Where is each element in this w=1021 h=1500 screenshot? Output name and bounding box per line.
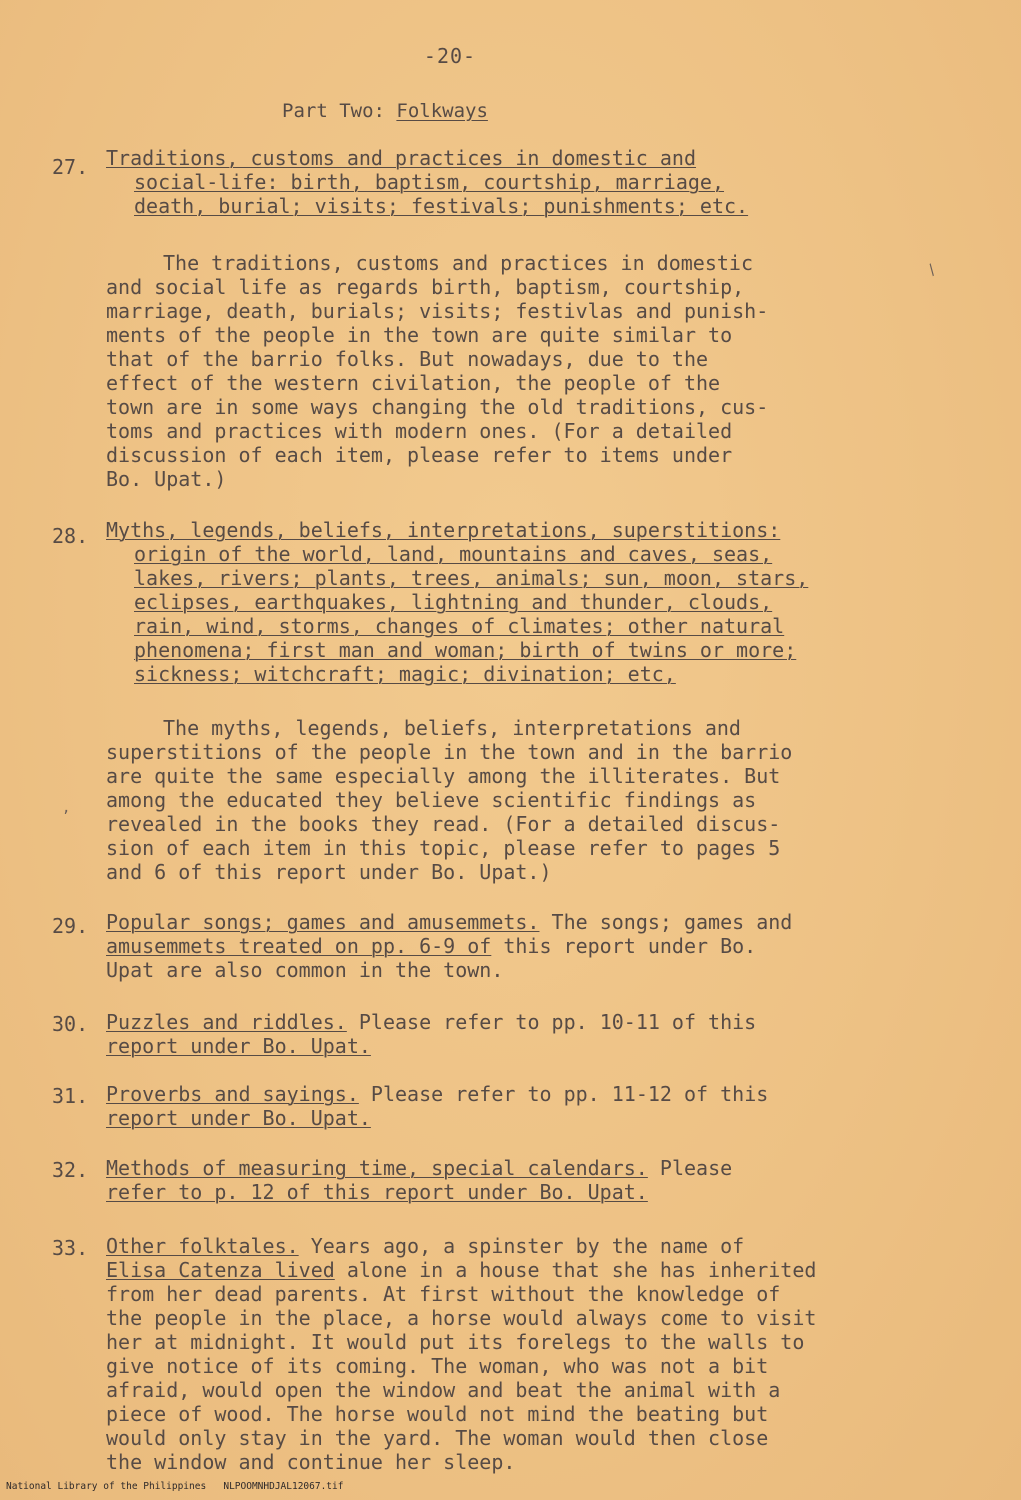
item-number: 32. [52, 1158, 89, 1182]
item-line [106, 910, 792, 934]
item-heading-text: Elisa Catenza lived [106, 1258, 335, 1282]
paragraph-line: among the educated they believe scientific findings as [106, 788, 757, 812]
paragraph-line: marriage, death, burials; visits; festivlas and punish- [106, 299, 769, 323]
pen-mark: / [923, 261, 941, 279]
item-heading-text: amusemmets treated on pp. 6-9 of [106, 934, 492, 958]
item-body-text: would only stay in the yard. The woman would then close [106, 1426, 769, 1450]
item-body-text: Please refer to pp. 11-12 of this [358, 1082, 769, 1106]
part-title-label: Folkways [396, 100, 488, 122]
item-heading-line: lakes, rivers; plants, trees, animals; sun, moon, stars, [134, 566, 809, 590]
paragraph-line: The myths, legends, beliefs, interpretations and [163, 716, 741, 740]
item-line [106, 1354, 768, 1378]
item-heading-line: sickness; witchcraft; magic; divination; etc, [134, 662, 676, 686]
item-line [106, 1402, 768, 1426]
item-heading-text: Popular songs; games and amusemmets. [106, 910, 540, 934]
paragraph-line: that of the barrio folks. But nowadays, due to the [106, 347, 709, 371]
paragraph-line: ments of the people in the town are quite similar to [106, 323, 733, 347]
item-number: 30. [52, 1012, 89, 1036]
item-body-text: the window and continue her sleep. [106, 1450, 516, 1474]
item-heading-text: Other folktales. [106, 1234, 299, 1258]
item-body-text: piece of wood. The horse would not mind the beating but [106, 1402, 769, 1426]
item-line [106, 1180, 648, 1204]
item-number: 33. [52, 1236, 89, 1260]
paragraph-line: discussion of each item, please refer to items under [106, 443, 733, 467]
item-line [106, 1378, 780, 1402]
item-body-text: her at midnight. It would put its forelegs to the walls to [106, 1330, 805, 1354]
item-number: 28. [52, 524, 89, 548]
scan-footer [6, 1481, 343, 1492]
item-body-text: give notice of its coming. The woman, who was not a bit [106, 1354, 769, 1378]
footer-file: NLPOOMNHDJAL12067.tif [223, 1481, 344, 1492]
item-line [106, 1426, 768, 1450]
item-heading-text: report under Bo. Upat. [106, 1106, 371, 1130]
item-line [106, 934, 756, 958]
item-body-text: Upat are also common in the town. [106, 958, 504, 982]
footer-library: National Library of the Philippines [6, 1481, 207, 1492]
item-heading-line: Traditions, customs and practices in domestic and [106, 146, 697, 170]
item-number: 29. [52, 914, 89, 938]
item-body-text: The songs; games and [539, 910, 793, 934]
part-title-prefix: Part Two: [282, 100, 397, 122]
part-title [282, 100, 488, 122]
item-body-text: the people in the place, a horse would always come to visit [106, 1306, 817, 1330]
paragraph-line: and social life as regards birth, baptism, courtship, [106, 275, 745, 299]
item-heading-line: eclipses, earthquakes, lightning and thunder, clouds, [134, 590, 773, 614]
item-body-text: from her dead parents. At first without the knowledge of [106, 1282, 781, 1306]
item-heading-text: Proverbs and sayings. [106, 1082, 359, 1106]
item-line [106, 1156, 732, 1180]
paragraph-line: superstitions of the people in the town and in the barrio [106, 740, 793, 764]
item-number: 27. [52, 155, 89, 179]
item-heading-line: phenomena; first man and woman; birth of twins or more; [134, 638, 797, 662]
item-body-text: Please [647, 1156, 733, 1180]
paragraph-line: are quite the same especially among the illiterates. But [106, 764, 781, 788]
item-body-text: alone in a house that she has inherited [334, 1258, 817, 1282]
paragraph-line: and 6 of this report under Bo. Upat.) [106, 860, 552, 884]
paragraph-line: The traditions, customs and practices in domestic [163, 251, 754, 275]
item-line [106, 1330, 804, 1354]
item-line [106, 1082, 768, 1106]
item-body-text: Years ago, a spinster by the name of [298, 1234, 745, 1258]
item-heading-text: report under Bo. Upat. [106, 1034, 371, 1058]
item-line [106, 1450, 515, 1474]
item-line [106, 1034, 371, 1058]
paragraph-line: town are in some ways changing the old traditions, cus- [106, 395, 769, 419]
item-heading-text: Puzzles and riddles. [106, 1010, 347, 1034]
item-heading-line: death, burial; visits; festivals; punishments; etc. [134, 194, 749, 218]
page-number: -20- [423, 44, 477, 68]
paragraph-line: effect of the western civilation, the people of the [106, 371, 721, 395]
item-heading-line: social-life: birth, baptism, courtship, marriage, [134, 170, 725, 194]
item-number: 31. [52, 1084, 89, 1108]
paragraph-line: revealed in the books they read. (For a detailed discus- [106, 812, 781, 836]
item-line [106, 1258, 816, 1282]
item-body-text: Please refer to pp. 10-11 of this [346, 1010, 757, 1034]
paragraph-line: sion of each item in this topic, please refer to pages 5 [106, 836, 781, 860]
item-body-text: afraid, would open the window and beat the animal with a [106, 1378, 781, 1402]
item-heading-line: origin of the world, land, mountains and caves, seas, [134, 542, 773, 566]
item-heading-line: rain, wind, storms, changes of climates; other natural [134, 614, 785, 638]
pen-mark: , [62, 800, 71, 816]
paragraph-line: Bo. Upat.) [106, 467, 227, 491]
item-heading-text: refer to p. 12 of this report under Bo. Upat. [106, 1180, 648, 1204]
item-line [106, 1234, 744, 1258]
item-line [106, 1306, 816, 1330]
item-line [106, 1010, 756, 1034]
item-line [106, 1282, 780, 1306]
item-heading-line: Myths, legends, beliefs, interpretations, superstitions: [106, 518, 781, 542]
item-body-text: this report under Bo. [491, 934, 757, 958]
item-heading-text: Methods of measuring time, special calendars. [106, 1156, 648, 1180]
paragraph-line: toms and practices with modern ones. (For a detailed [106, 419, 733, 443]
item-line [106, 958, 503, 982]
item-line [106, 1106, 371, 1130]
